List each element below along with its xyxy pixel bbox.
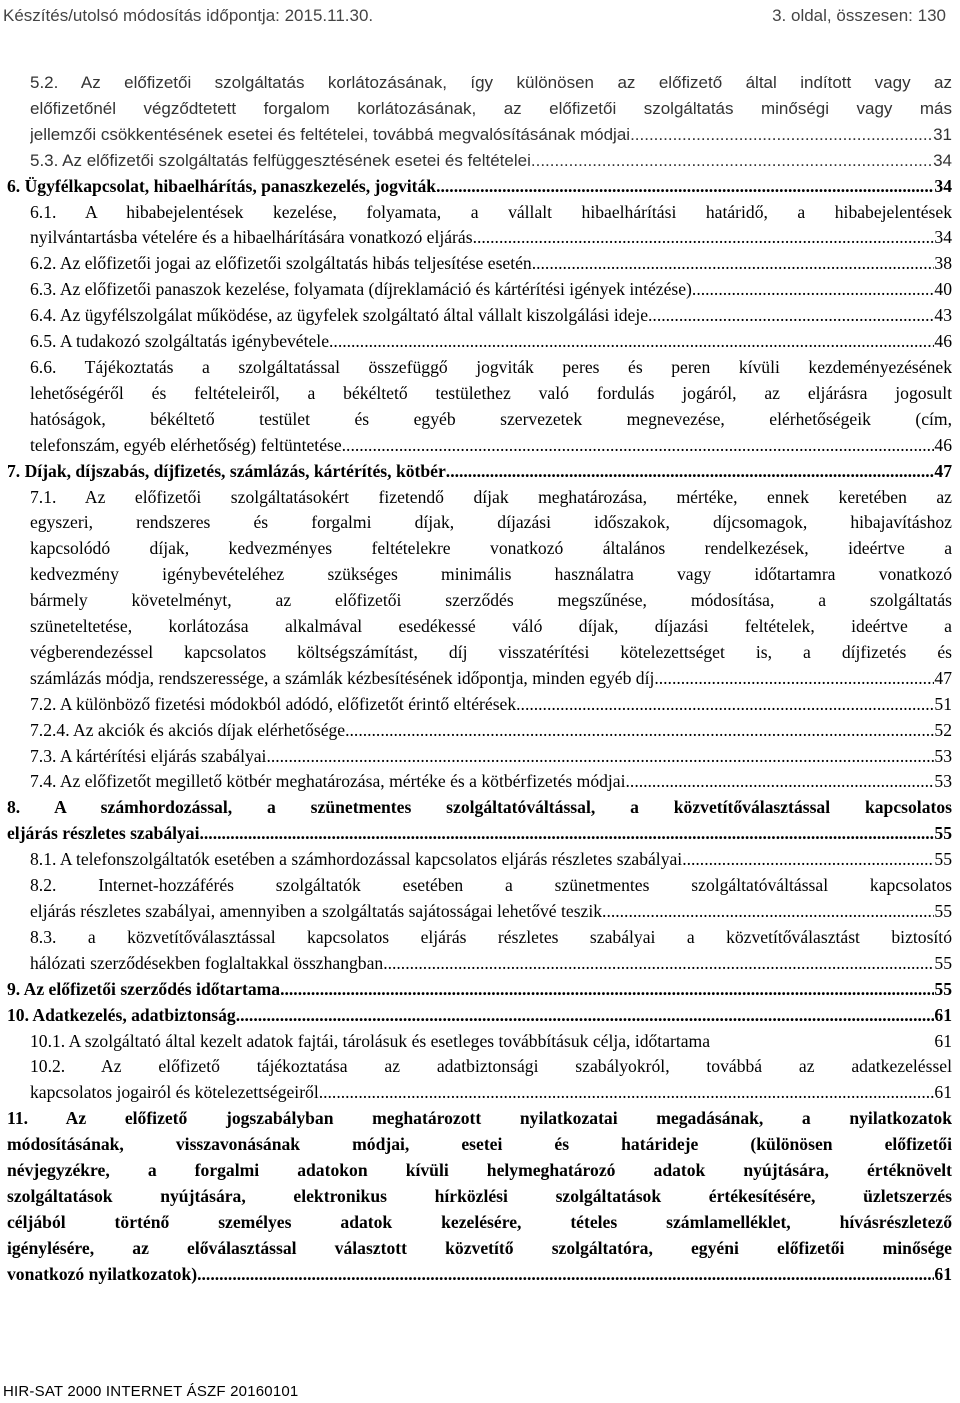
toc-entry[interactable] — [0, 355, 952, 459]
toc-entry-line: névjegyzékre, a forgalmi adatokon kívüli helymeghatározó adatok nyújtására, értéknövelt — [7, 1160, 952, 1181]
toc-entry-last-line — [30, 148, 952, 174]
page-footer: HIR-SAT 2000 INTERNET ÁSZF 20160101 — [3, 1383, 299, 1400]
toc-entry-last-line — [30, 277, 952, 303]
toc-entry-title: 7. Díjak, díjszabás, díjfizetés, számlázás, kártérítés, kötbér — [7, 460, 446, 481]
toc-page-number: 51 — [934, 693, 952, 714]
toc-entry-last-line — [30, 1029, 952, 1055]
toc-page-number: 53 — [934, 745, 952, 766]
toc-entry-last-line — [7, 1262, 952, 1288]
toc-entry-line: céljából történő személyes adatok kezelésére, tételes számlamelléklet, hívásrészletező — [7, 1211, 952, 1232]
toc-leader-dots — [473, 225, 935, 251]
toc-entry-title: nyilvántartásba vételére és a hibaelhárítására vonatkozó eljárás — [30, 227, 473, 248]
toc-leader-dots — [682, 847, 934, 873]
toc-entry-title: telefonszám, egyéb elérhetőség) feltüntetése — [30, 434, 342, 455]
toc-entry-line: 6.1. A hibabejelentések kezelése, folyamata, a vállalt hibaelhárítási határidő, a hibabejelentések — [30, 201, 952, 222]
toc-entry-last-line — [30, 225, 952, 251]
toc-page-number: 46 — [934, 434, 952, 455]
toc-entry[interactable] — [0, 1029, 952, 1055]
header-page-count: 3. oldal, összesen: 130 — [772, 6, 946, 25]
toc-entry-line: szolgáltatások nyújtására, elektronikus hírközlési szolgáltatások értékesítésére, üzletszerzés — [7, 1185, 952, 1206]
toc-leader-dots — [630, 122, 933, 148]
toc-entry[interactable] — [0, 329, 952, 355]
toc-entry-title: 8.1. A telefonszolgáltatók esetében a számhordozással kapcsolatos eljárás részletes szabályai — [30, 849, 683, 870]
toc-entry[interactable] — [0, 459, 952, 485]
toc-entry-line: 5.2. Az előfizetői szolgáltatás korlátozásának, így különösen az előfizető által indított vagy az — [30, 73, 952, 92]
toc-page-number: 61 — [934, 1030, 952, 1051]
toc-entry-title: 7.2.4. Az akciók és akciós díjak elérhetősége — [30, 719, 346, 740]
toc-entry-line: 8. A számhordozással, a szünetmentes szolgáltatóváltással, a közvetítőválasztással kapcsolatos — [7, 797, 952, 818]
toc-entry-last-line — [30, 251, 952, 277]
toc-entry-line: hatóságok, békéltető testület és egyéb szervezetek megnevezése, elérhetőségeik (cím, — [30, 408, 952, 429]
toc-page-number: 46 — [934, 331, 952, 352]
toc-page-number: 53 — [934, 771, 952, 792]
toc-entry-title: 6.5. A tudakozó szolgáltatás igénybevétele — [30, 331, 330, 352]
toc-leader-dots — [383, 951, 934, 977]
toc-leader-dots — [516, 692, 934, 718]
page-header — [0, 6, 960, 34]
header-timestamp: Készítés/utolsó módosítás időpontja: 2015.11.30. — [3, 6, 374, 25]
toc-entry[interactable] — [0, 1054, 952, 1106]
toc-page-number: 31 — [933, 124, 952, 144]
toc-page-number: 47 — [934, 667, 952, 688]
toc-entry-last-line — [30, 303, 952, 329]
toc-entry[interactable] — [0, 1106, 952, 1287]
toc-entry-last-line — [30, 899, 952, 925]
toc-entry-line: kedvezmény igénybevételéhez szükséges minimális használatra vagy időtartamra vonatkozó — [30, 564, 952, 585]
toc-entry-title: 7.3. A kártérítési eljárás szabályai — [30, 745, 267, 766]
toc-entry[interactable] — [0, 769, 952, 795]
toc-entry-line: bármely követelményt, az előfizetői szerződés megszűnése, módosítása, a szolgáltatás — [30, 590, 952, 611]
toc-leader-dots — [319, 1080, 935, 1106]
toc-entry-line: 7.1. Az előfizetői szolgáltatásokért fizetendő díjak meghatározása, mértéke, ennek keretében az — [30, 486, 952, 507]
toc-entry-last-line — [7, 174, 952, 200]
toc-leader-dots — [280, 977, 934, 1003]
toc-entry-line: végberendezéssel kapcsolatos költségszámítást, díj visszatérítési kötelezettséget is, a díjfizetés és — [30, 641, 952, 662]
toc-entry[interactable] — [0, 251, 952, 277]
toc-entry-title: kapcsolatos jogairól és kötelezettségeiről — [30, 1082, 319, 1103]
toc-page-number: 61 — [934, 1004, 952, 1025]
toc-entry-last-line — [7, 459, 952, 485]
toc-entry[interactable] — [0, 925, 952, 977]
toc-entry-last-line — [30, 744, 952, 770]
toc-entry-last-line — [30, 718, 952, 744]
toc-leader-dots — [692, 277, 934, 303]
toc-leader-dots — [266, 744, 934, 770]
toc-entry-title: 6. Ügyfélkapcsolat, hibaelhárítás, panaszkezelés, jogviták — [7, 175, 437, 196]
toc-leader-dots — [531, 148, 933, 174]
toc-entry-title: vonatkozó nyilatkozatok) — [7, 1263, 198, 1284]
toc-entry[interactable] — [0, 744, 952, 770]
toc-entry-title: hálózati szerződésekben foglaltakkal összhangban — [30, 952, 384, 973]
toc-entry-title: 9. Az előfizetői szerződés időtartama — [7, 978, 281, 999]
toc-entry-title: eljárás részletes szabályai, amennyiben a szolgáltatás sajátosságai lehetővé teszik — [30, 901, 603, 921]
toc-entry-line: 6.6. Tájékoztatás a szolgáltatással összefüggő jogviták peres és peren kívüli kezdeményezésének — [30, 356, 952, 377]
toc-entry-last-line — [7, 977, 952, 1003]
toc-entry-title: 5.3. Az előfizetői szolgáltatás felfüggesztésének esetei és feltételei — [30, 150, 531, 170]
toc-entry-line: szüneteltetése, korlátozása alkalmával esedékessé váló díjak, díjazási feltételek, ideértve a — [30, 616, 952, 637]
toc-leader-dots — [446, 459, 935, 485]
toc-entry-last-line — [30, 666, 952, 692]
toc-entry[interactable] — [0, 200, 952, 252]
toc-entry-title: eljárás részletes szabályai — [7, 823, 200, 844]
toc-entry-last-line — [30, 122, 952, 148]
toc-entry[interactable] — [0, 148, 952, 174]
toc-entry[interactable] — [0, 485, 952, 692]
toc-page-number: 38 — [934, 253, 952, 274]
toc-entry-title: 6.3. Az előfizetői panaszok kezelése, folyamata (díjreklamáció és kártérítési igények intézése) — [30, 279, 692, 300]
toc-leader-dots — [236, 1003, 935, 1029]
toc-entry-last-line — [7, 1003, 952, 1029]
toc-leader-dots — [197, 1262, 934, 1288]
toc-entry-title: 10. Adatkezelés, adatbiztonság — [7, 1004, 236, 1025]
toc-entry-title: 7.4. Az előfizetőt megillető kötbér meghatározása, mértéke és a kötbérfizetés módjai — [30, 771, 626, 792]
toc-leader-dots — [532, 251, 935, 277]
toc-entry[interactable] — [0, 977, 952, 1003]
toc-leader-dots — [329, 329, 934, 355]
toc-entry-title: 6.4. Az ügyfélszolgálat működése, az ügyfelek szolgáltató által vállalt kiszolgálási ideje — [30, 305, 649, 326]
toc-entry-line: egyszeri, rendszeres és forgalmi díjak, díjazási időszakok, díjcsomagok, hibajavításhoz — [30, 512, 952, 533]
toc-entry-last-line — [30, 951, 952, 977]
toc-entry-last-line — [30, 769, 952, 795]
toc-page-number: 34 — [933, 150, 952, 170]
toc-entry[interactable] — [0, 174, 952, 200]
toc-page-number: 55 — [934, 823, 952, 844]
toc-leader-dots — [342, 433, 935, 459]
toc-leader-dots — [648, 303, 934, 329]
toc-entry[interactable] — [0, 692, 952, 718]
toc-page-number: 52 — [934, 719, 952, 740]
toc-page-number: 55 — [934, 849, 952, 870]
toc-entry-last-line — [30, 433, 952, 459]
toc-entry[interactable] — [0, 847, 952, 873]
toc-entry-line: kapcsolódó díjak, kedvezményes feltételekre vonatkozó általános rendelkezések, ideértve a — [30, 538, 952, 559]
toc-page-number: 34 — [934, 175, 952, 196]
toc-entry[interactable] — [0, 795, 952, 847]
toc-entry[interactable] — [0, 277, 952, 303]
toc-leader-dots — [602, 899, 934, 925]
toc-entry-title: számlázás módja, rendszeressége, a számlák kézbesítésének időpontja, minden egyéb díj — [30, 667, 655, 688]
toc-leader-dots — [345, 718, 934, 744]
toc-page-number: 34 — [934, 227, 952, 248]
toc-entry-line: módosításának, visszavonásának módjai, esetei és határideje (különösen előfizetői — [7, 1134, 952, 1155]
toc-entry[interactable] — [0, 303, 952, 329]
toc-leader-dots — [626, 769, 935, 795]
table-of-contents — [0, 70, 952, 1288]
toc-entry-last-line — [30, 1080, 952, 1106]
toc-page-number: 55 — [934, 901, 952, 921]
toc-page-number: 61 — [934, 1082, 952, 1103]
toc-entry-line: igénylésére, az előválasztással választott közvetítő szolgáltatóra, egyéni előfizetői minősége — [7, 1237, 952, 1258]
toc-entry[interactable] — [0, 718, 952, 744]
toc-entry-last-line — [30, 692, 952, 718]
toc-entry-last-line — [30, 847, 952, 873]
toc-page-number: 61 — [934, 1263, 952, 1284]
toc-entry-last-line — [7, 821, 952, 847]
toc-entry-line: lehetőségéről és feltételeiről, a békéltető testülethez való fordulás jogáról, az eljárásra jogosult — [30, 382, 952, 403]
toc-page-number: 47 — [934, 460, 952, 481]
toc-entry-line: 10.2. Az előfizető tájékoztatása az adatbiztonsági szabályokról, továbbá az adatkezeléssel — [30, 1056, 952, 1077]
toc-entry[interactable] — [0, 873, 952, 925]
toc-page-number: 55 — [934, 952, 952, 973]
toc-page-number: 43 — [934, 305, 952, 326]
toc-entry[interactable] — [0, 70, 952, 148]
toc-entry-title: 7.2. A különböző fizetési módokból adódó, előfizetőt érintő eltérések — [30, 693, 517, 714]
toc-entry-last-line — [30, 329, 952, 355]
toc-entry-title: 10.1. A szolgáltató által kezelt adatok fajtái, tárolásuk és esetleges továbbításuk célja, időtartama — [30, 1030, 711, 1051]
toc-leader-dots — [436, 174, 934, 200]
toc-entry-line: előfizetőnél végződtetett forgalom korlátozásának, az előfizetői szolgáltatás minőségi vagy más — [30, 98, 952, 118]
toc-entry-line: 8.2. Internet-hozzáférés szolgáltatók esetében a szünetmentes szolgáltatóváltással kapcsolatos — [30, 875, 952, 896]
toc-entry-title: 6.2. Az előfizetői jogai az előfizetői szolgáltatás hibás teljesítése esetén — [30, 253, 532, 274]
toc-page-number: 40 — [934, 279, 952, 300]
toc-entry-line: 8.3. a közvetítőválasztással kapcsolatos eljárás részletes szabályai a közvetítőválasztást biztosító — [30, 926, 952, 947]
toc-entry[interactable] — [0, 1003, 952, 1029]
toc-page-number: 55 — [934, 978, 952, 999]
toc-entry-title: jellemzői csökkentésének esetei és feltételei, továbbá megvalósításának módjai — [30, 124, 631, 144]
toc-leader-dots — [200, 821, 935, 847]
toc-entry-line: 11. Az előfizető jogszabályban meghatározott nyilatkozatai megadásának, a nyilatkozatok — [7, 1108, 952, 1129]
toc-leader-dots — [654, 666, 934, 692]
